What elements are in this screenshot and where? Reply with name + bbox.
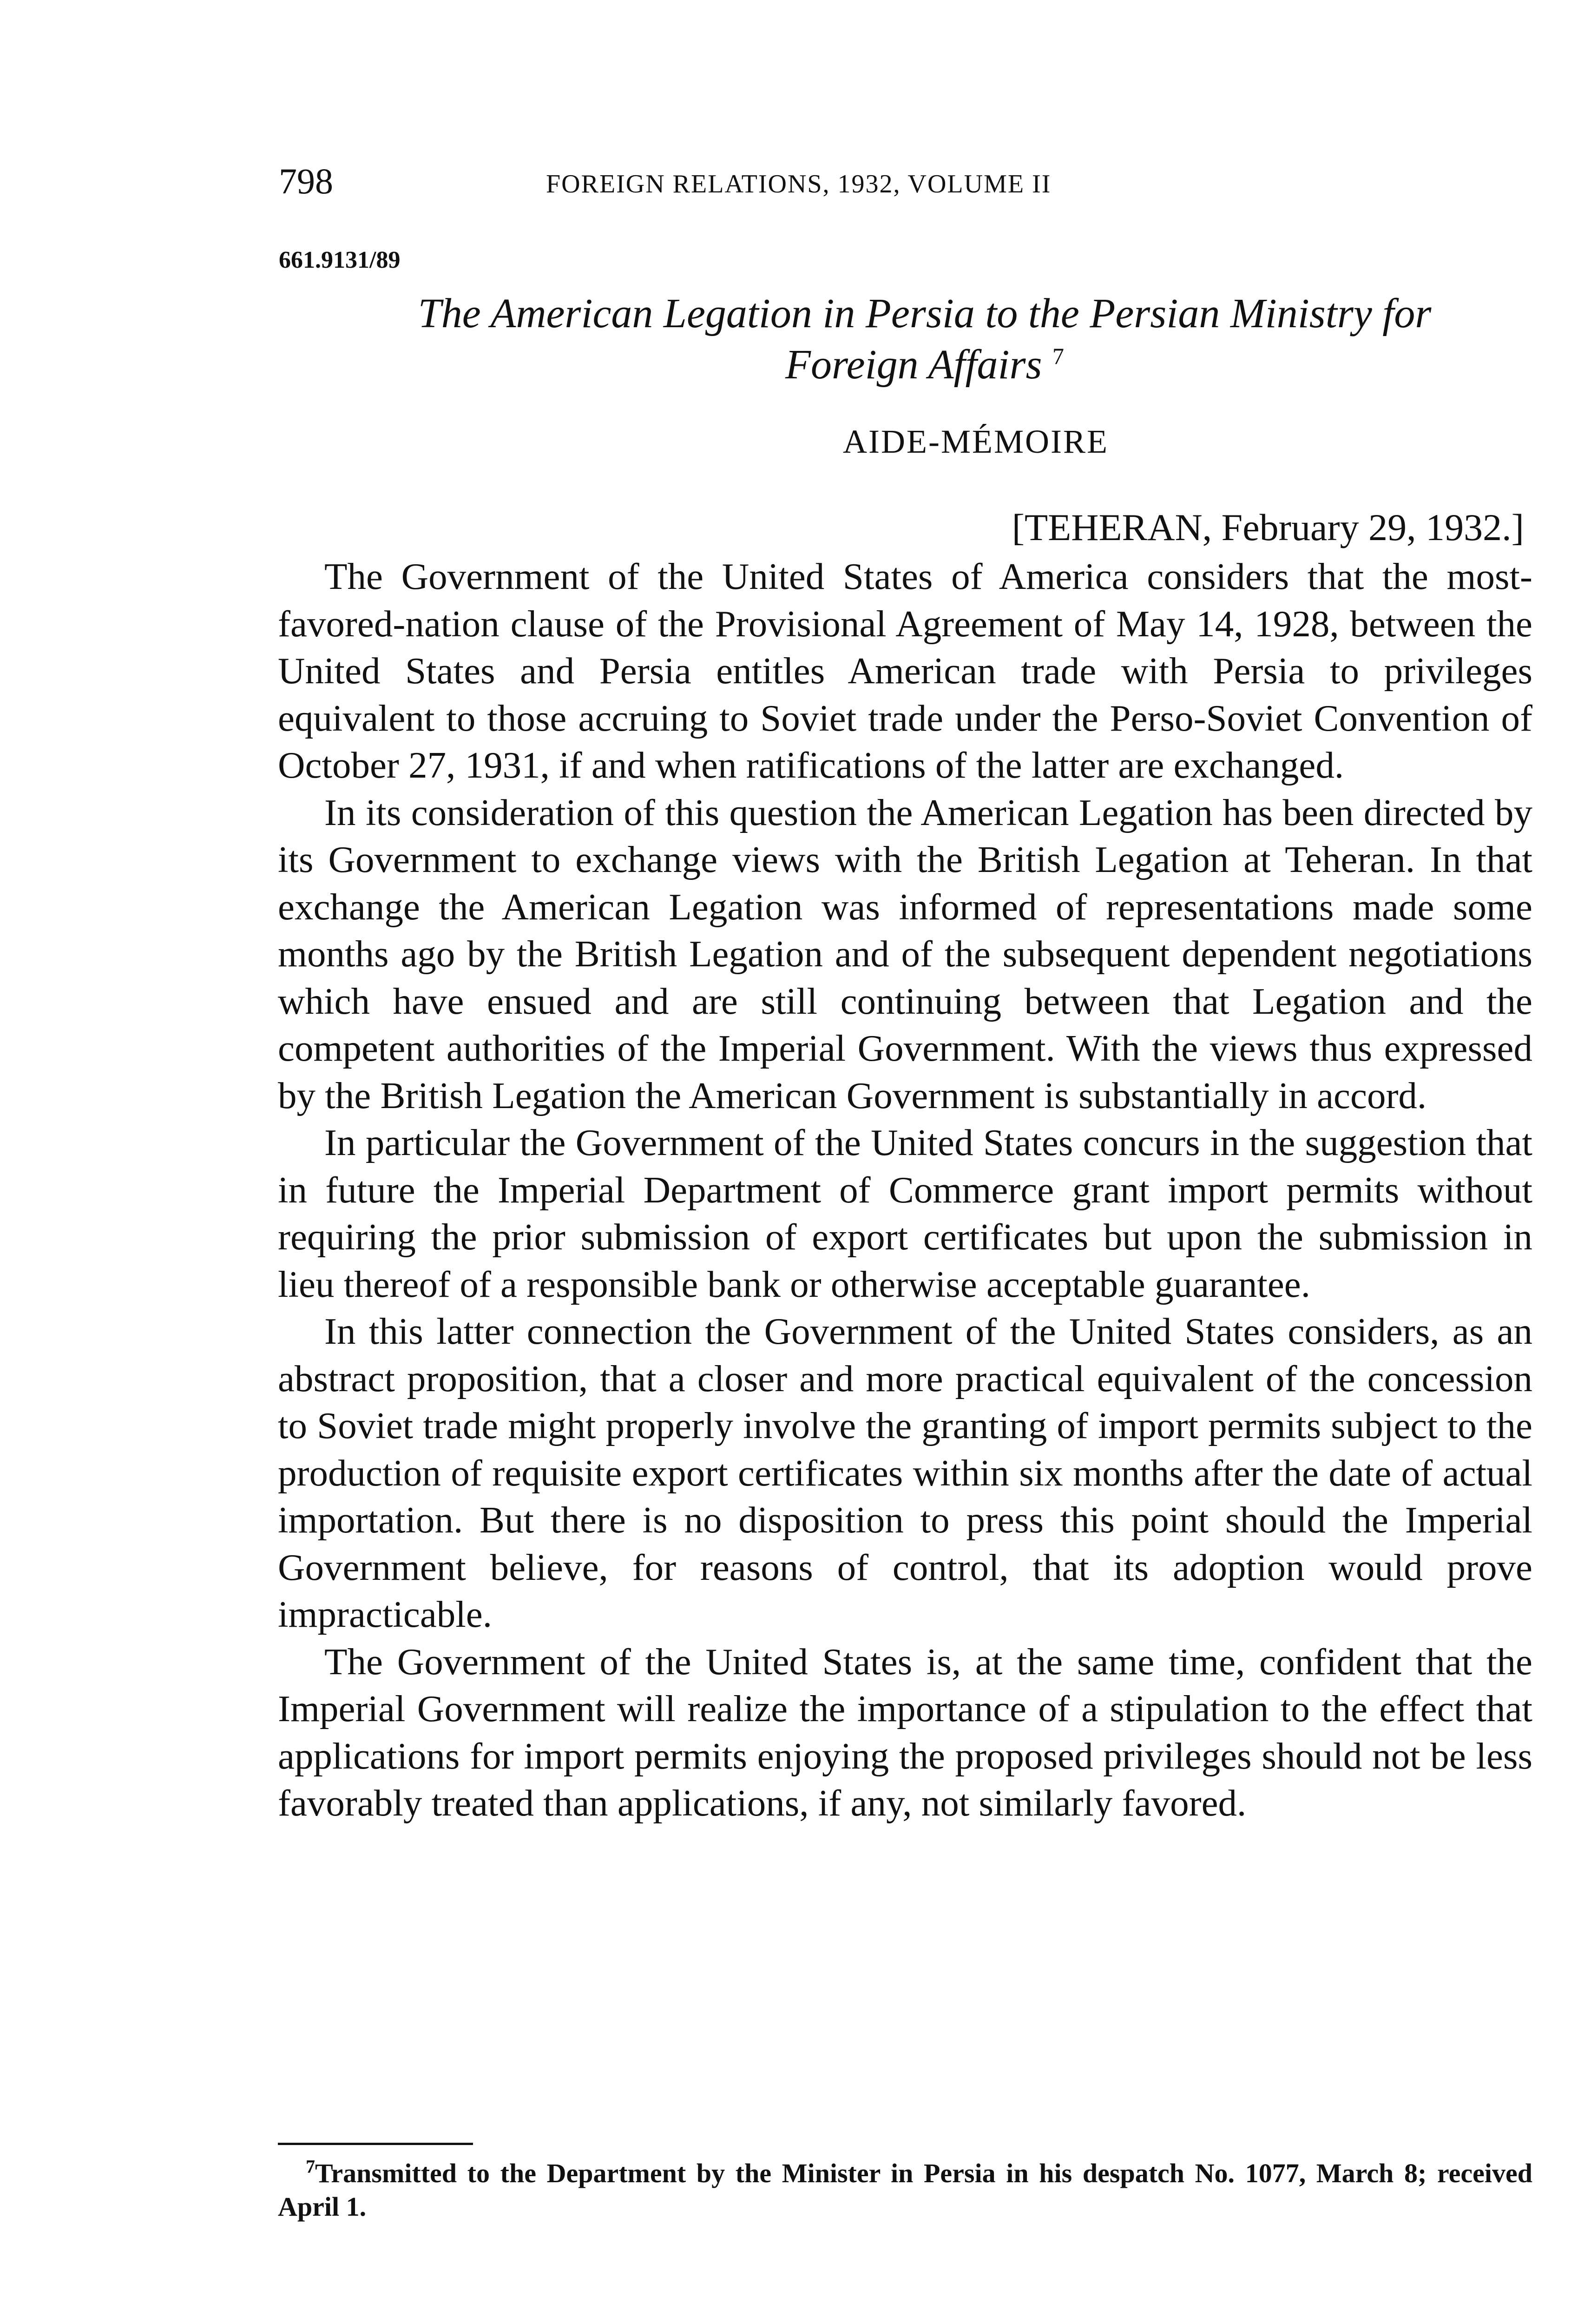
running-title: FOREIGN RELATIONS, 1932, VOLUME II bbox=[546, 170, 1052, 198]
running-head bbox=[279, 158, 1533, 214]
paragraph-4: In this latter connection the Government of the United States considers, as an abstract proposition, that a closer and more practical equivalent of the concession to Soviet trade might properly involve the granting of import permits subject to the production of requisite export certificates within six months after the date of actual importation. But there is no disposition to press this point should the Imperial Government believe, for reasons of control, that its adoption would prove impracticable. bbox=[278, 1310, 1532, 1635]
paragraph-2: In its consideration of this question the American Legation has been directed by its Government to exchange views with the British Legation at Teheran. In that exchange the American Legation was informed of representations made some months ago by the British Legation and of the subsequent dependent negotiations which have ensued and are still continuing between that Legation and the competent authorities of the Imperial Government. With the views thus expressed by the British Legation the American Government is substantially in accord. bbox=[278, 791, 1532, 1116]
footnote bbox=[278, 2157, 1532, 2224]
paragraph-5: The Government of the United States is, at the same time, confident that the Imperial Government will realize the importance of a stipulation to the effect that applications for import permits enjoying the proposed privileges should not be less favorably treated than applications, if any, not similarly favored. bbox=[278, 1640, 1532, 1824]
document-date-line: [TEHERAN, February 29, 1932.] bbox=[1012, 506, 1524, 548]
heading-line-1: The American Legation in Persia to the Persian Ministry for bbox=[418, 290, 1432, 337]
body-text bbox=[278, 553, 1532, 1827]
heading-line-2-text: Foreign Affairs bbox=[785, 342, 1042, 388]
file-number: 661.9131/89 bbox=[279, 247, 401, 273]
document-type: AIDE-MÉMOIRE bbox=[843, 423, 1109, 460]
footnote-mark: 7 bbox=[306, 2156, 315, 2177]
paragraph-3: In particular the Government of the United States concurs in the suggestion that in future the Imperial Department of Commerce grant import permits without requiring the prior submission of export certificates but upon the submission in lieu thereof of a responsible bank or otherwise acceptable guarantee. bbox=[278, 1122, 1532, 1305]
heading-footnote-ref: 7 bbox=[1052, 343, 1065, 369]
document-heading bbox=[325, 288, 1524, 390]
page-number: 798 bbox=[279, 161, 333, 201]
heading-line-2 bbox=[325, 339, 1524, 390]
footnote-divider bbox=[278, 2143, 473, 2145]
footnote-paragraph bbox=[278, 2157, 1532, 2224]
footnote-text: Transmitted to the Department by the Minister in Persia in his despatch No. 1077, March 8; received April 1. bbox=[278, 2158, 1532, 2222]
paragraph-1: The Government of the United States of America considers that the most-favored-nation clause of the Provisional Agreement of May 14, 1928, between the United States and Persia entitles American trade with Persia to privileges equivalent to those accruing to Soviet trade under the Perso-Soviet Convention of October 27, 1931, if and when ratifications of the latter are exchanged. bbox=[278, 555, 1532, 786]
